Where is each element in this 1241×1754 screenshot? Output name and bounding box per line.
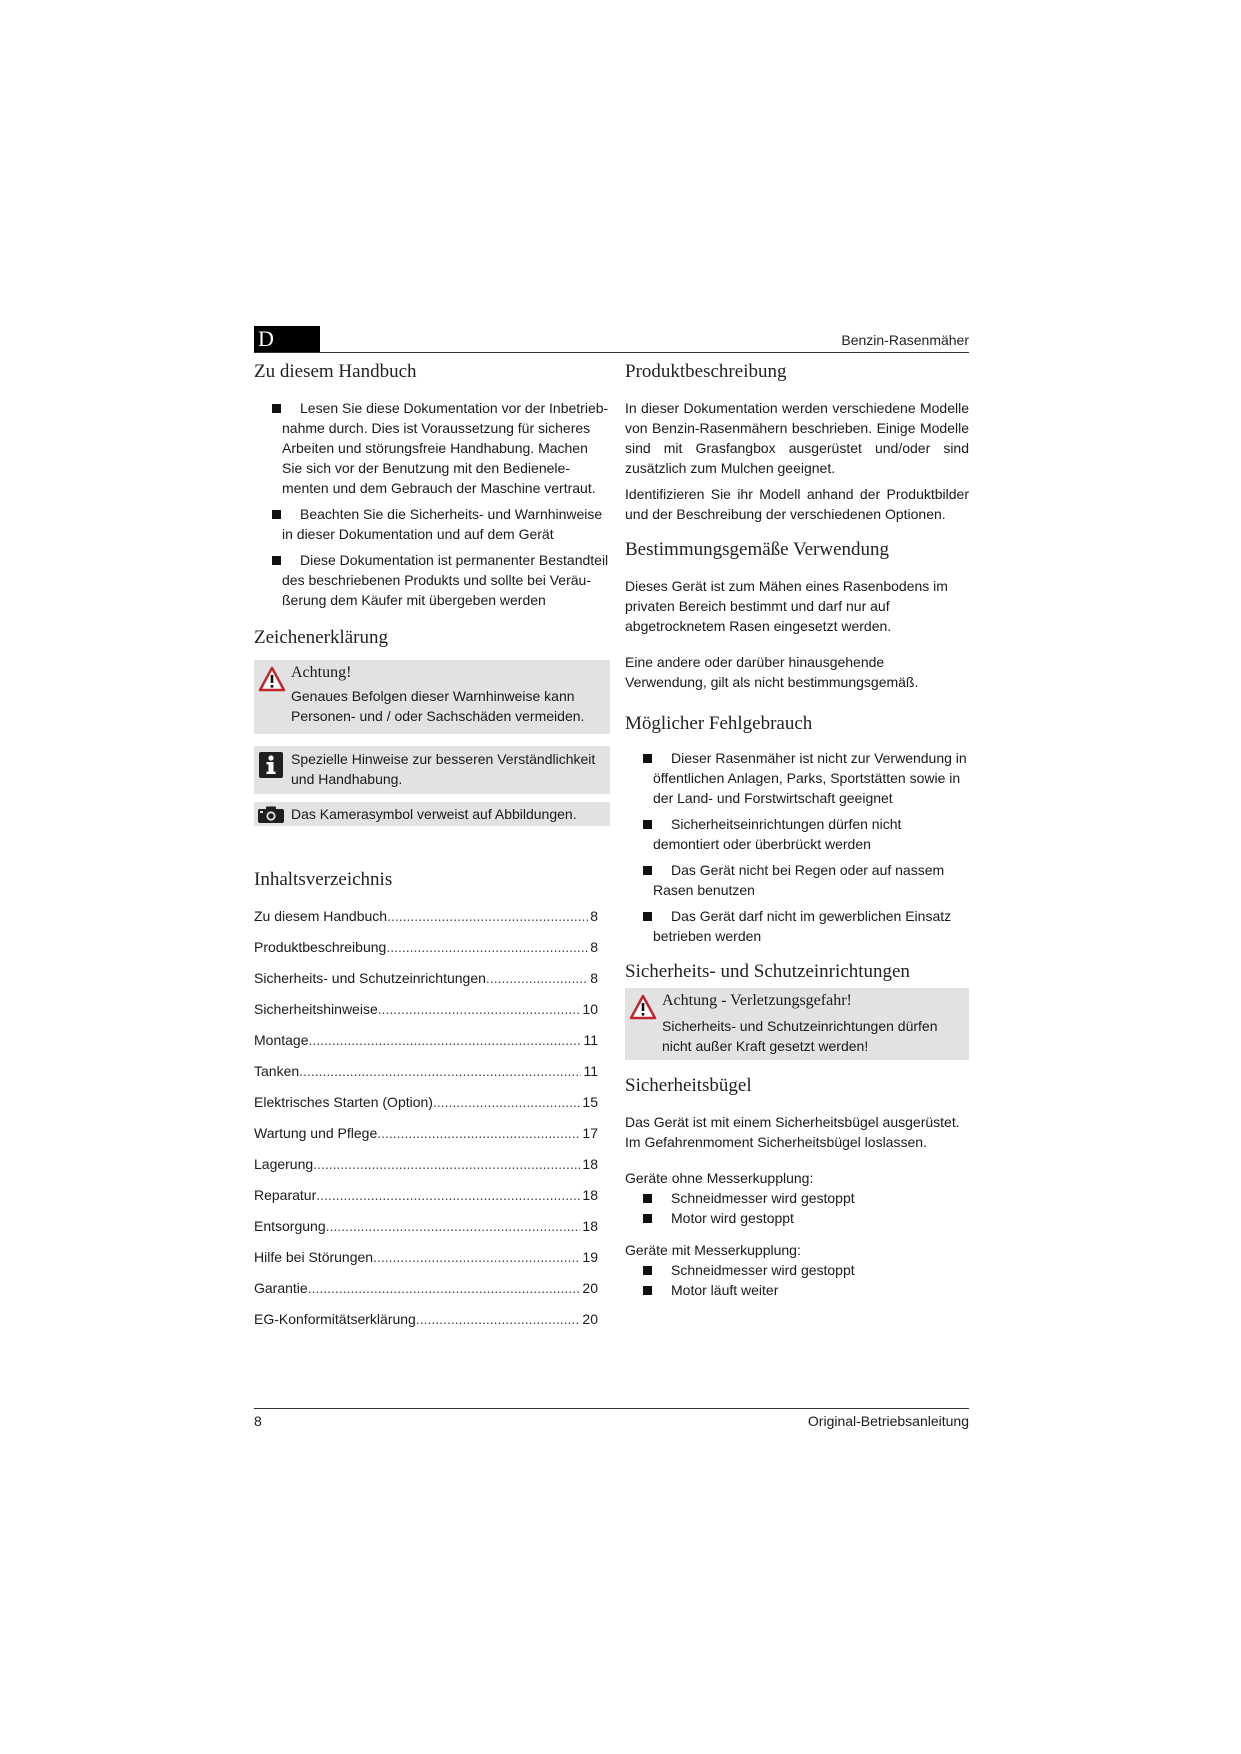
toc-leader [386, 939, 588, 955]
camera-text: Das Kamerasymbol verweist auf Abbildungen. [291, 806, 577, 822]
toc-entry[interactable]: Reparatur ..... 18 [254, 1187, 598, 1218]
intended-use-heading: Bestimmungsgemäße Verwendung [625, 539, 890, 560]
with-clutch-label: Geräte mit Messerkupplung: [625, 1242, 801, 1258]
list-item: Motor läuft weiter [625, 1280, 969, 1300]
safety-heading: Sicherheits- und Schutzeinrichtungen [625, 961, 910, 982]
toc-entry[interactable]: Garantie ..... 20 [254, 1280, 598, 1311]
misuse-list [625, 748, 969, 946]
warning-notice [254, 660, 610, 734]
product-heading: Produktbeschreibung [625, 361, 787, 382]
toc-leader [378, 1001, 581, 1017]
about-heading: Zu diesem Handbuch [254, 361, 417, 382]
safety-warning-notice [625, 988, 969, 1060]
info-notice [254, 746, 610, 794]
bullet-square-icon [272, 404, 281, 413]
toc-entry[interactable]: Montage ..... 11 [254, 1032, 598, 1063]
toc-entry[interactable]: Sicherheits- und Schutzeinrichtungen ..... 8 [254, 970, 598, 1001]
warning-text: Genaues Befolgen dieser Warnhinweise kann Personen- und / oder Sachschäden vermeiden. [291, 688, 585, 724]
product-paragraph: Identifizieren Sie ihr Modell anhand der Produktbilder und der Beschreibung der verschiedenen Optionen. [625, 486, 969, 522]
bullet-square-icon [643, 1266, 652, 1275]
toc-entry[interactable]: Tanken ..... 11 [254, 1063, 598, 1094]
toc-entry[interactable]: Wartung und Pflege ..... 17 [254, 1125, 598, 1156]
with-clutch-list [625, 1260, 969, 1300]
toc-entry[interactable]: Hilfe bei Störungen ..... 19 [254, 1249, 598, 1280]
toc-leader [433, 1094, 580, 1110]
list-item: Schneidmesser wird gestoppt [625, 1188, 969, 1208]
right-column [625, 360, 969, 1300]
warning-triangle-icon [258, 666, 284, 692]
intended-use-paragraph: Eine andere oder darüber hinausgehende Verwendung, gilt als nicht bestimmungsgemäß. [625, 654, 919, 690]
list-item: Sicherheitseinrichtungen dürfen nicht demontiert oder überbrückt werden [625, 814, 969, 854]
toc-entry[interactable]: Elektrisches Starten (Option) ..... 15 [254, 1094, 598, 1125]
footer-title: Original-Betriebsanleitung [807, 1413, 969, 1429]
toc-entry[interactable]: Produktbeschreibung ..... 8 [254, 939, 598, 970]
without-clutch-label: Geräte ohne Messerkupplung: [625, 1170, 814, 1186]
info-icon [259, 752, 285, 778]
bullet-square-icon [643, 1286, 652, 1295]
list-item: Das Gerät darf nicht im gewerblichen Einsatz betrieben werden [625, 906, 969, 946]
safety-bar-paragraph: Das Gerät ist mit einem Sicherheitsbügel ausgerüstet. Im Gefahrenmoment Sicherheitsbügel loslassen. [625, 1114, 960, 1150]
toc-list [254, 908, 598, 1342]
bullet-square-icon [643, 754, 652, 763]
toc-leader [416, 1311, 581, 1327]
toc-leader [316, 1187, 580, 1203]
warning-title: Achtung! [291, 664, 352, 681]
camera-icon [257, 806, 285, 824]
safety-warning-title: Achtung - Verletzungsgefahr! [662, 992, 852, 1009]
toc-leader [486, 970, 588, 986]
list-item: Schneidmesser wird gestoppt [625, 1260, 969, 1280]
bullet-square-icon [643, 1194, 652, 1203]
bullet-square-icon [643, 912, 652, 921]
without-clutch-list [625, 1188, 969, 1228]
toc-leader [299, 1063, 581, 1079]
intended-use-paragraph: Dieses Gerät ist zum Mähen eines Rasenbodens im privaten Bereich bestimmt und darf nur auf abgetrocknetem Rasen eingesetzt werden. [625, 578, 948, 634]
product-paragraph: In dieser Dokumentation werden verschiedene Modelle von Benzin-Rasenmähern beschrieben. Einige Modelle sind mit Grasfangbox ausgerüstet und/oder sind zusätzlich zum Mulchen geeignet. [625, 400, 969, 476]
toc-heading: Inhaltsverzeichnis [254, 869, 393, 890]
left-column [254, 360, 610, 1342]
safety-warning-text: Sicherheits- und Schutzeinrichtungen dürfen nicht außer Kraft gesetzt werden! [662, 1018, 938, 1054]
toc-entry[interactable]: Entsorgung ..... 18 [254, 1218, 598, 1249]
list-item: Diese Dokumentation ist permanenter Bestandteil des beschriebenen Produkts und sollte bei Veräußerung dem Käufer mit übergeben werden [254, 550, 610, 610]
toc-leader [313, 1156, 580, 1172]
warning-triangle-icon [629, 994, 655, 1020]
toc-entry[interactable]: Lagerung ..... 18 [254, 1156, 598, 1187]
toc-entry[interactable]: Sicherheitshinweise ..... 10 [254, 1001, 598, 1032]
legend-heading: Zeichenerklärung [254, 627, 388, 648]
bullet-square-icon [643, 1214, 652, 1223]
footer-page-number: 8 [254, 1413, 262, 1429]
bullet-square-icon [643, 820, 652, 829]
toc-entry[interactable]: Zu diesem Handbuch ..... 8 [254, 908, 598, 939]
toc-leader [373, 1249, 580, 1265]
misuse-heading: Möglicher Fehlgebrauch [625, 713, 813, 734]
footer-rule [254, 1408, 969, 1409]
list-item: Motor wird gestoppt [625, 1208, 969, 1228]
header-rule [254, 352, 969, 353]
list-item: Beachten Sie die Sicherheits- und Warnhinweise in dieser Dokumentation und auf dem Gerät [254, 504, 610, 544]
info-text: Spezielle Hinweise zur besseren Verständlichkeit und Handhabung. [291, 751, 596, 787]
bullet-square-icon [272, 510, 281, 519]
toc-leader [377, 1125, 580, 1141]
list-item: Das Gerät nicht bei Regen oder auf nassem Rasen benutzen [625, 860, 969, 900]
toc-leader [387, 908, 588, 924]
camera-notice [254, 802, 610, 826]
about-list [254, 398, 610, 610]
safety-bar-heading: Sicherheitsbügel [625, 1075, 752, 1096]
bullet-square-icon [643, 866, 652, 875]
toc-leader [326, 1218, 581, 1234]
list-item: Dieser Rasenmäher ist nicht zur Verwendung in öffentlichen Anlagen, Parks, Sportstätten sowie in der Land- und Forstwirtschaft geeignet [625, 748, 969, 808]
toc-leader [308, 1032, 581, 1048]
bullet-square-icon [272, 556, 281, 565]
list-item: Lesen Sie diese Dokumentation vor der Inbetriebnahme durch. Dies ist Voraussetzung für sicheres Arbeiten und störungsfreie Handhabung. Machen Sie sich vor der Benutzung mit den Bedienelementen und dem Gebrauch der Maschine vertraut. [254, 398, 610, 498]
toc-entry[interactable]: EG-Konformitätserklärung ..... 20 [254, 1311, 598, 1342]
header-title: Benzin-Rasenmäher [841, 332, 969, 348]
language-badge: D [254, 326, 320, 352]
toc-leader [308, 1280, 581, 1296]
